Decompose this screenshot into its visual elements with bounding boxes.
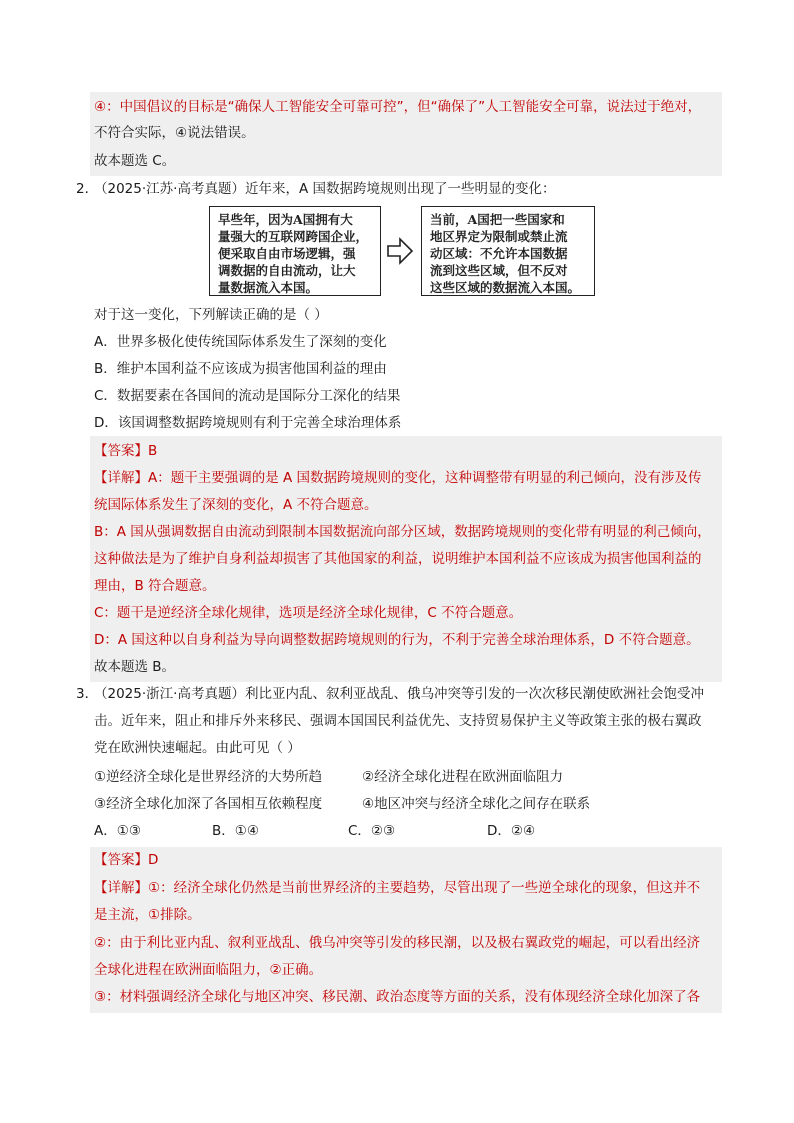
q3-option-b: B．①④	[212, 823, 259, 839]
box-right-line: 流到这些区域，但不反对	[430, 263, 568, 278]
q2-analysis-b3: 理由，B 符合题意。	[94, 578, 216, 594]
q3-stem-line3: 党在欧洲快速崛起。由此可见（ ）	[94, 740, 301, 756]
q3-option-c: C．②③	[348, 823, 396, 839]
q2-stem: （2025·江苏·高考真题）近年来，A 国数据跨境规则出现了一些明显的变化：	[94, 181, 556, 197]
box-right-line: 这些区域的数据流入本国。	[430, 280, 581, 295]
q1-analysis-4-line1: ④：中国倡议的目标是“确保人工智能安全可靠可控”，但“确保了”人工智能安全可靠，说法过于绝对，	[94, 99, 702, 115]
q2-option-a: A．世界多极化使传统国际体系发生了深刻的变化	[94, 334, 387, 350]
right-arrow-icon	[386, 236, 414, 266]
box-left-line: 量数据流入本国。	[218, 280, 319, 295]
q2-question: 对于这一变化，下列解读正确的是（ ）	[94, 307, 328, 323]
q3-analysis-2b: 全球化进程在欧洲面临阻力，②正确。	[94, 962, 323, 978]
q2-conclusion: 故本题选 B。	[94, 659, 176, 675]
q2-analysis-b2: 这种做法是为了维护自身利益却损害了其他国家的利益，说明维护本国利益不应该成为损害他国利益的	[94, 551, 702, 567]
q1-conclusion: 故本题选 C。	[94, 153, 176, 169]
q2-analysis-d: D：A 国这种以自身利益为导向调整数据跨境规则的行为，不利于完善全球治理体系，D 不符合题意。	[94, 632, 700, 648]
q3-item-2: ②经济全球化进程在欧洲面临阻力	[362, 769, 564, 785]
q2-box-right	[421, 206, 595, 296]
q2-box-left	[209, 206, 381, 296]
box-left-line: 便采取自由市场逻辑，强	[218, 246, 356, 261]
q3-stem-line1: （2025·浙江·高考真题）利比亚内乱、叙利亚战乱、俄乌冲突等引发的一次次移民潮使欧洲社会饱受冲	[94, 686, 704, 702]
q3-option-a: A．①③	[94, 823, 141, 839]
q2-analysis-c: C：题干是逆经济全球化规律，选项是经济全球化规律，C 不符合题意。	[94, 605, 523, 621]
q2-number: 2．	[76, 181, 99, 197]
q3-item-4: ④地区冲突与经济全球化之间存在联系	[362, 796, 591, 812]
q3-analysis-1b: 是主流，①排除。	[94, 907, 201, 923]
box-left-line: 早些年，因为A国拥有大	[218, 212, 353, 227]
q3-analysis-3a: ③：材料强调经济全球化与地区冲突、移民潮、政治态度等方面的关系，没有体现经济全球化加深了各	[94, 989, 701, 1005]
q2-analysis-a1: 【详解】A：题干主要强调的是 A 国数据跨境规则的变化，这种调整带有明显的利己倾向，没有涉及传	[94, 470, 702, 486]
q2-analysis-a2: 统国际体系发生了深刻的变化，A 不符合题意。	[94, 497, 378, 513]
q1-analysis-4-line2: 不符合实际，④说法错误。	[94, 125, 255, 141]
q2-option-b: B．维护本国利益不应该成为损害他国利益的理由	[94, 361, 387, 377]
q3-item-1: ①逆经济全球化是世界经济的大势所趋	[94, 769, 323, 785]
box-left-line: 调数据的自由流动，让大	[218, 263, 356, 278]
box-right-line: 动区域：不允许本国数据	[430, 246, 568, 261]
q3-analysis-2a: ②：由于利比亚内乱、叙利亚战乱、俄乌冲突等引发的移民潮，以及极右翼政党的崛起，可以看出经济	[94, 935, 701, 951]
q3-item-3: ③经济全球化加深了各国相互依赖程度	[94, 796, 323, 812]
q2-analysis-b1: B：A 国从强调数据自由流动到限制本国数据流向部分区域，数据跨境规则的变化带有明显的利己倾向，	[94, 524, 711, 540]
box-left-line: 量强大的互联网跨国企业，	[218, 229, 369, 244]
q3-option-d: D．②④	[487, 823, 536, 839]
box-right-line: 地区界定为限制或禁止流	[430, 229, 568, 244]
q2-answer: 【答案】B	[94, 443, 158, 459]
q2-option-d: D．该国调整数据跨境规则有利于完善全球治理体系	[94, 415, 402, 431]
q3-analysis-1a: 【详解】①：经济全球化仍然是当前世界经济的主要趋势，尽管出现了一些逆全球化的现象，但这并不	[94, 880, 701, 896]
q3-answer: 【答案】D	[94, 852, 159, 868]
q3-stem-line2: 击。近年来，阻止和排斥外来移民、强调本国国民利益优先、支持贸易保护主义等政策主张的极右翼政	[94, 713, 702, 729]
q3-number: 3．	[76, 686, 99, 702]
box-right-line: 当前，A国把一些国家和	[430, 212, 565, 227]
q2-option-c: C．数据要素在各国间的流动是国际分工深化的结果	[94, 388, 401, 404]
